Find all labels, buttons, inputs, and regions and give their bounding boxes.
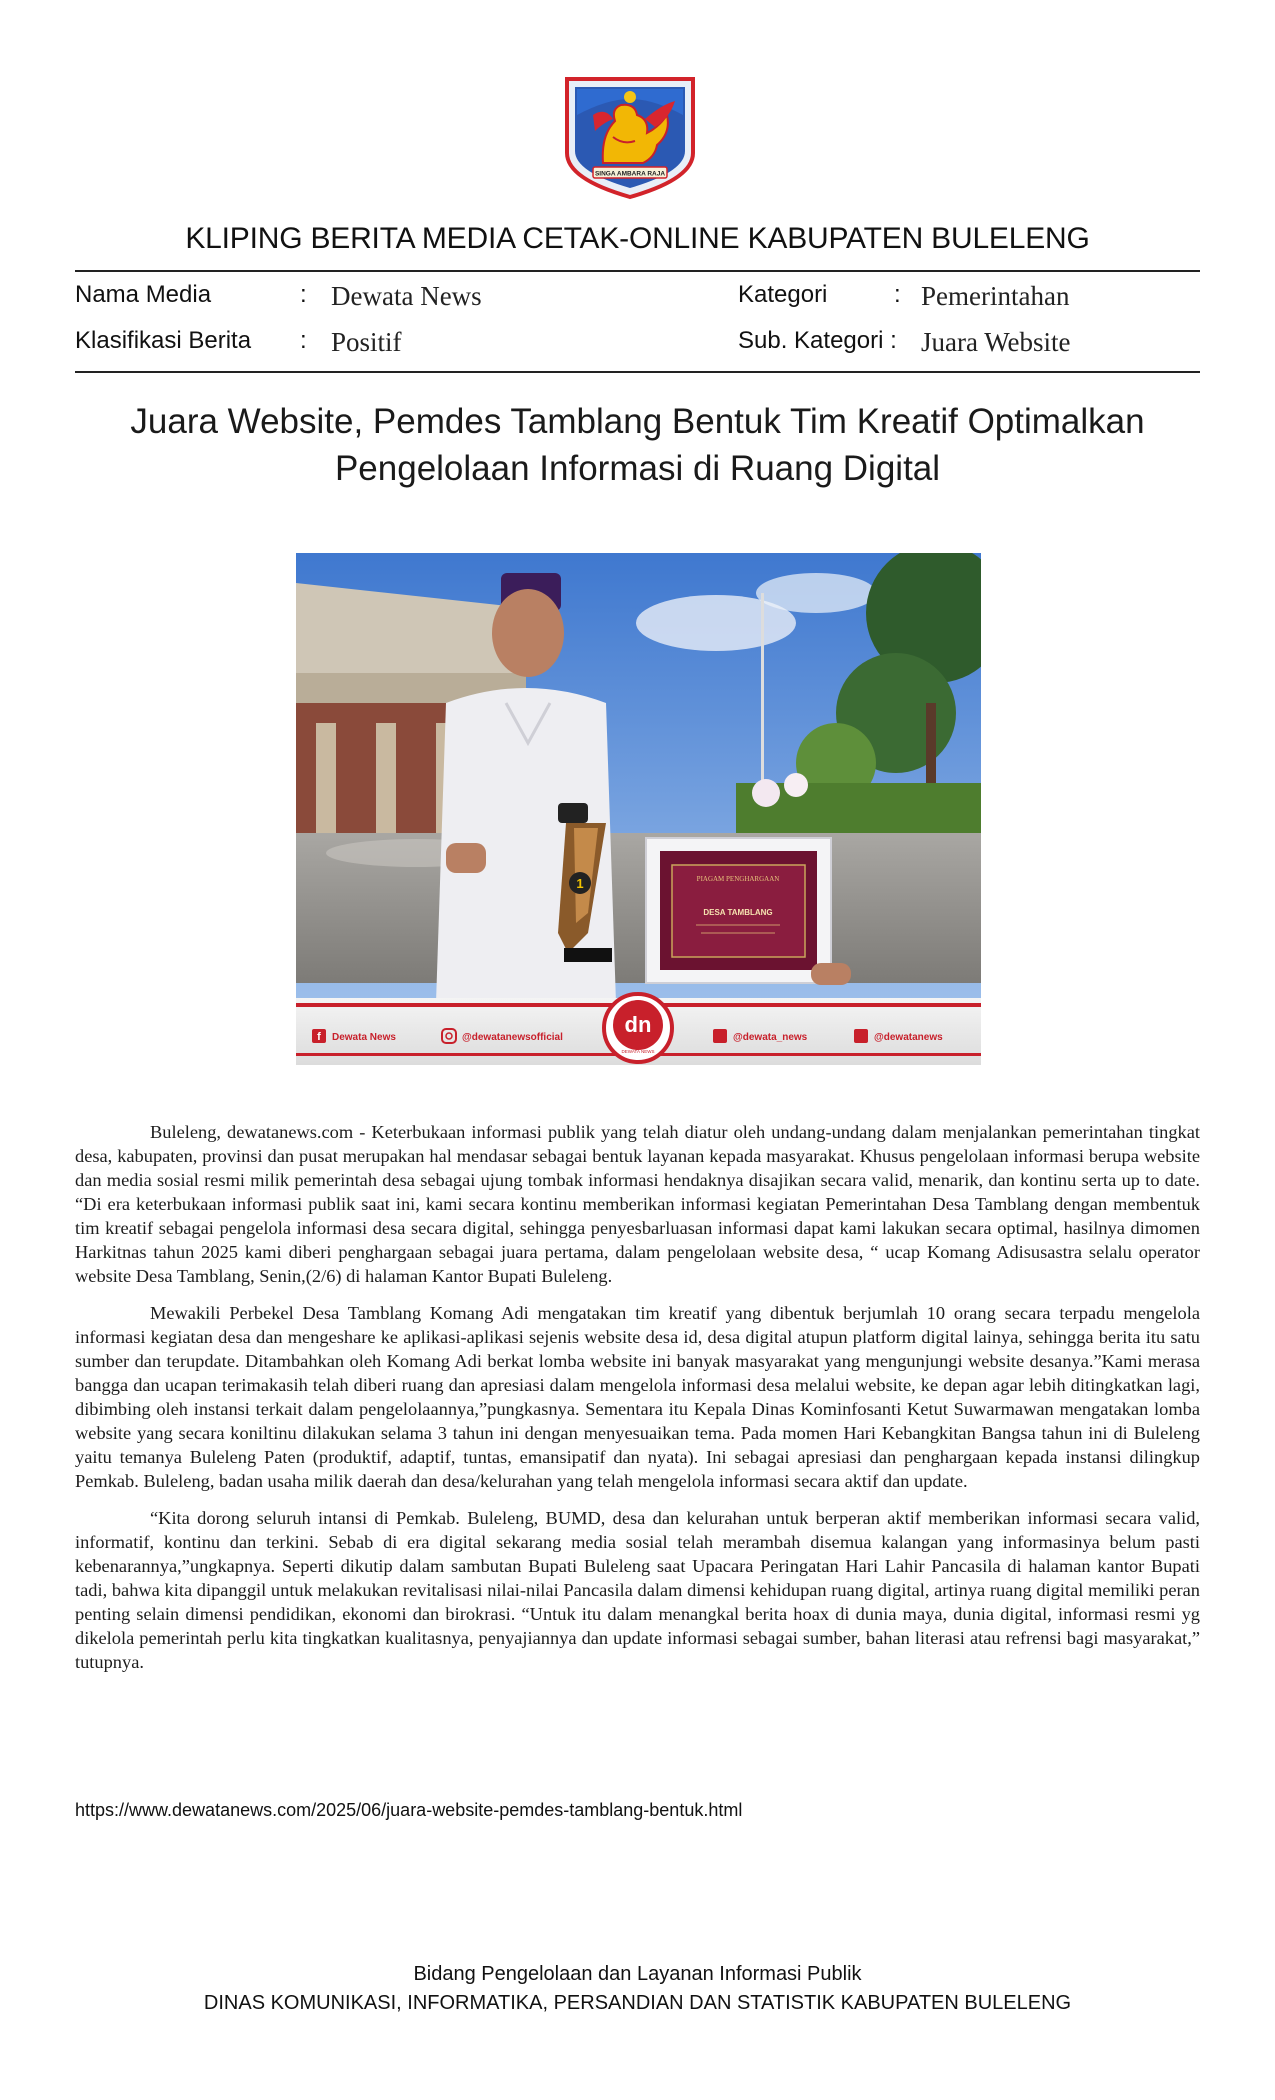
article-paragraph-1: Buleleng, dewatanews.com - Keterbukaan informasi publik yang telah diatur oleh undang-undang dalam menjalankan pemerintahan tingkat desa, kabupaten, provinsi dan pusat merupakan hal mendasar sebagai bentuk layanan kepada masyarakat. Khusus pengelolaan informasi berupa website dan media sosial resmi milik pemerintah desa sebagai ujung tombak informasi hendaknya disajikan secara valid, menarik, dan kontinu serta up to date. “Di era keterbukaan informasi publik saat ini, kami secara kontinu memberikan informasi kegiatan Pemerintahan Desa Tamblang dengan membentuk tim kreatif sebagai pengelola informasi desa secara digital, sehingga penyesbarluasan informasi dapat kami lakukan secara optimal, hasilnya dimomen Harkitnas tahun 2025 kami diberi penghargaan sebagai juara pertama, dalam pengelolaan website desa, “ ucap Komang Adisusastra selalu operator website Desa Tamblang, Senin,(2/6) di halaman Kantor Bupati Buleleng. xyxy=(75,1122,1200,1286)
media-name-value: Dewata News xyxy=(331,281,482,311)
certificate-name: DESA TAMBLANG xyxy=(703,908,773,917)
headline-line-2: Pengelolaan Informasi di Ruang Digital xyxy=(334,449,941,488)
article-photo xyxy=(296,553,981,1065)
dewata-news-logo: dn xyxy=(624,1012,652,1037)
article-paragraph-2: Mewakili Perbekel Desa Tamblang Komang Adi mengatakan tim kreatif yang dibentuk berjumlah 10 orang secara terpadu mengelola informasi kegiatan desa dan mengeshare ke aplikasi-aplikasi sejenis website desa id, desa digital atupun platform digital lainya, sehingga berita itu satu sumber dan terupdate. Ditambahkan oleh Komang Adi berkat lomba website ini banyak masyarakat yang mengunjungi website desanya.”Kami merasa bangga dan ucapan terimakasih telah diberi ruang dan apresiasi dalam mengelola informasi desa melalui website, ke depan agar lebih ditingkatkan lagi, dibimbing oleh instansi terkait dalam pengelolaannya,”pungkasnya. Sementara itu Kepala Dinas Kominfosanti Ketut Suwarmawan mengatakan lomba website yang secara koniltinu dilakukan selama 3 tahun ini dengan menyesuaikan tema. Pada momen Hari Kebangkitan Bangsa tahun ini di Buleleng yaitu temanya Buleleng Paten (produktif, adaptif, tuntas, emansipatif dan nyata). Ini sebagai apresiasi dan penghargaan kepada instansi dilingkup Pemkab. Buleleng, badan usaha milik daerah dan desa/kelurahan yang telah mengelola informasi secara aktif dan update. xyxy=(75,1303,1200,1491)
buleleng-emblem-logo xyxy=(563,75,697,200)
twitter-icon xyxy=(713,1029,727,1043)
logo-motto: SINGA AMBARA RAJA xyxy=(594,170,666,178)
media-name-colon: : xyxy=(300,281,307,308)
page-header-title: KLIPING BERITA MEDIA CETAK-ONLINE KABUPATEN BULELENG xyxy=(185,222,1090,255)
header-rule-top xyxy=(75,270,1200,272)
svg-text:f: f xyxy=(317,1031,321,1043)
subcategory-value: Juara Website xyxy=(921,327,1071,357)
headline-line-1: Juara Website, Pemdes Tamblang Bentuk Tim Kreatif Optimalkan xyxy=(130,402,1145,441)
media-name-label: Nama Media xyxy=(75,281,212,308)
category-label: Kategori xyxy=(738,281,828,308)
classification-colon: : xyxy=(300,327,307,354)
classification-label: Klasifikasi Berita xyxy=(75,327,252,354)
instagram-handle: @dewatanewsofficial xyxy=(462,1032,563,1043)
footer-division: Bidang Pengelolaan dan Layanan Informasi Publik xyxy=(413,1963,862,1985)
footer-agency: DINAS KOMUNIKASI, INFORMATIKA, PERSANDIAN DAN STATISTIK KABUPATEN BULELENG xyxy=(203,1992,1072,2014)
category-value: Pemerintahan xyxy=(921,281,1070,311)
source-url-link[interactable]: https://www.dewatanews.com/2025/06/juara-website-pemdes-tamblang-bentuk.html xyxy=(75,1800,743,1820)
dewata-news-logo-sub: DEWATA NEWS xyxy=(621,1049,655,1054)
category-colon: : xyxy=(894,281,901,308)
twitter-handle: @dewata_news xyxy=(733,1032,808,1043)
header-rule-bottom xyxy=(75,371,1200,373)
subcategory-label: Sub. Kategori : xyxy=(738,327,897,354)
classification-value: Positif xyxy=(331,327,402,357)
article-headline xyxy=(100,398,1175,492)
facebook-handle: Dewata News xyxy=(332,1032,396,1043)
article-body xyxy=(75,1120,1200,1687)
certificate-header: PIAGAM PENGHARGAAN xyxy=(696,875,780,883)
tiktok-handle: @dewatanews xyxy=(874,1032,943,1043)
tiktok-icon xyxy=(854,1029,868,1043)
article-paragraph-3: “Kita dorong seluruh intansi di Pemkab. Buleleng, BUMD, desa dan kelurahan untuk berperan aktif memberikan informasi secara valid, informatif, kontinu dan terkini. Sebab di era digital sekarang media sosial telah merambah disemua kalangan yang informasinya belum pasti kebenarannya,”ungkapnya. Seperti dikutip dalam sambutan Bupati Buleleng saat Upacara Peringatan Hari Lahir Pancasila di halaman kantor Bupati tadi, bahwa kita dipanggil untuk melakukan revitalisasi nilai-nilai Pancasila dalam dimensi kehidupan ruang digital, artinya ruang digital memiliki peran penting selain dimensi pendidikan, ekonomi dan birokrasi. “Untuk itu dalam menangkal berita hoax di dunia maya, dunia digital, informasi resmi yg dikelola pemerintah perlu kita tingkatkan kualitasnya, penyajiannya dan update informasi sebagai sumber, bahan literasi atau refrensi bagi masyarakat,” tutupnya. xyxy=(75,1508,1200,1672)
trophy-number: 1 xyxy=(576,876,584,891)
